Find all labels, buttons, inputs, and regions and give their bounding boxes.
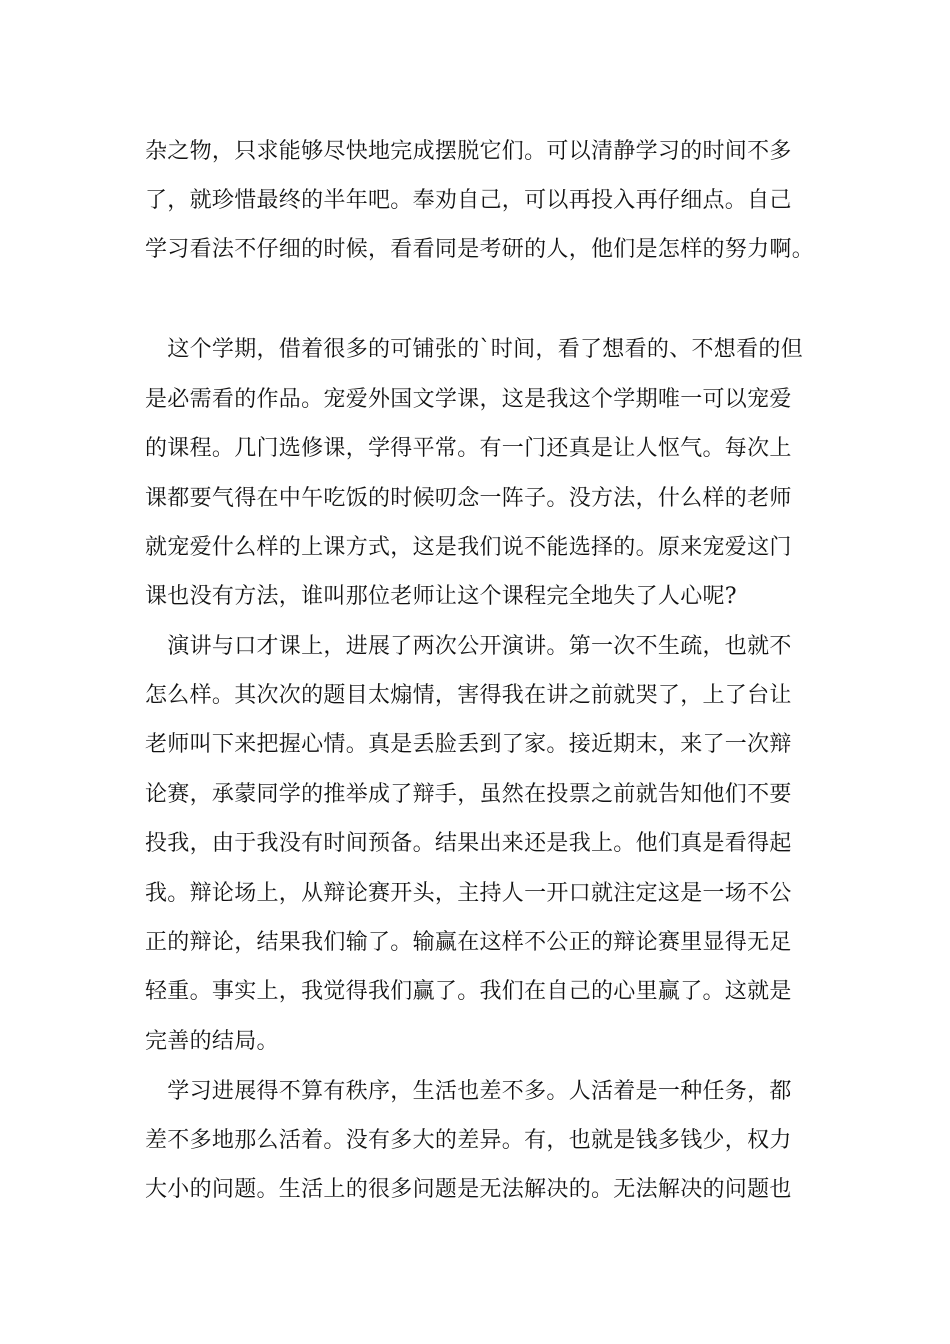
text-line: 我。辩论场上，从辩论赛开头，主持人一开口就注定这是一场不公 (145, 881, 792, 906)
text-line: 学习看法不仔细的时候，看看同是考研的人，他们是怎样的努力啊。 (145, 237, 815, 262)
text-line: 正的辩论，结果我们输了。输赢在这样不公正的辩论赛里显得无足 (145, 930, 792, 955)
text-line: 怎么样。其次次的题目太煽情，害得我在讲之前就哭了，上了台让 (145, 683, 792, 708)
text-line: 课都要气得在中午吃饭的时候叨念一阵子。没方法，什么样的老师 (145, 486, 792, 511)
text-line: 演讲与口才课上，进展了两次公开演讲。第一次不生疏，也就不 (145, 634, 792, 659)
text-line: 学习进展得不算有秩序，生活也差不多。人活着是一种任务，都 (145, 1079, 792, 1104)
text-line: 的课程。几门选修课，学得平常。有一门还真是让人怄气。每次上 (145, 436, 792, 461)
text-line: 轻重。事实上，我觉得我们赢了。我们在自己的心里赢了。这就是 (145, 979, 792, 1004)
text-line: 差不多地那么活着。没有多大的差异。有，也就是钱多钱少，权力 (145, 1128, 792, 1153)
text-line: 投我，由于我没有时间预备。结果出来还是我上。他们真是看得起 (145, 831, 792, 856)
text-line: 就宠爱什么样的上课方式，这是我们说不能选择的。原来宠爱这门 (145, 535, 792, 560)
text-line: 完善的结局。 (145, 1029, 279, 1054)
text-line: 大小的问题。生活上的很多问题是无法解决的。无法解决的问题也 (145, 1177, 792, 1202)
text-line: 这个学期，借着很多的可铺张的`时间，看了想看的、不想看的但 (145, 337, 804, 362)
text-line: 杂之物，只求能够尽快地完成摆脱它们。可以清静学习的时间不多 (145, 139, 792, 164)
text-line: 课也没有方法，谁叫那位老师让这个课程完全地失了人心呢? (145, 584, 737, 609)
text-line: 老师叫下来把握心情。真是丢脸丢到了家。接近期末，来了一次辩 (145, 732, 792, 757)
text-line: 是必需看的作品。宠爱外国文学课，这是我这个学期唯一可以宠爱 (145, 387, 792, 412)
text-line: 了，就珍惜最终的半年吧。奉劝自己，可以再投入再仔细点。自己 (145, 188, 792, 213)
text-line: 论赛，承蒙同学的推举成了辩手，虽然在投票之前就告知他们不要 (145, 782, 792, 807)
